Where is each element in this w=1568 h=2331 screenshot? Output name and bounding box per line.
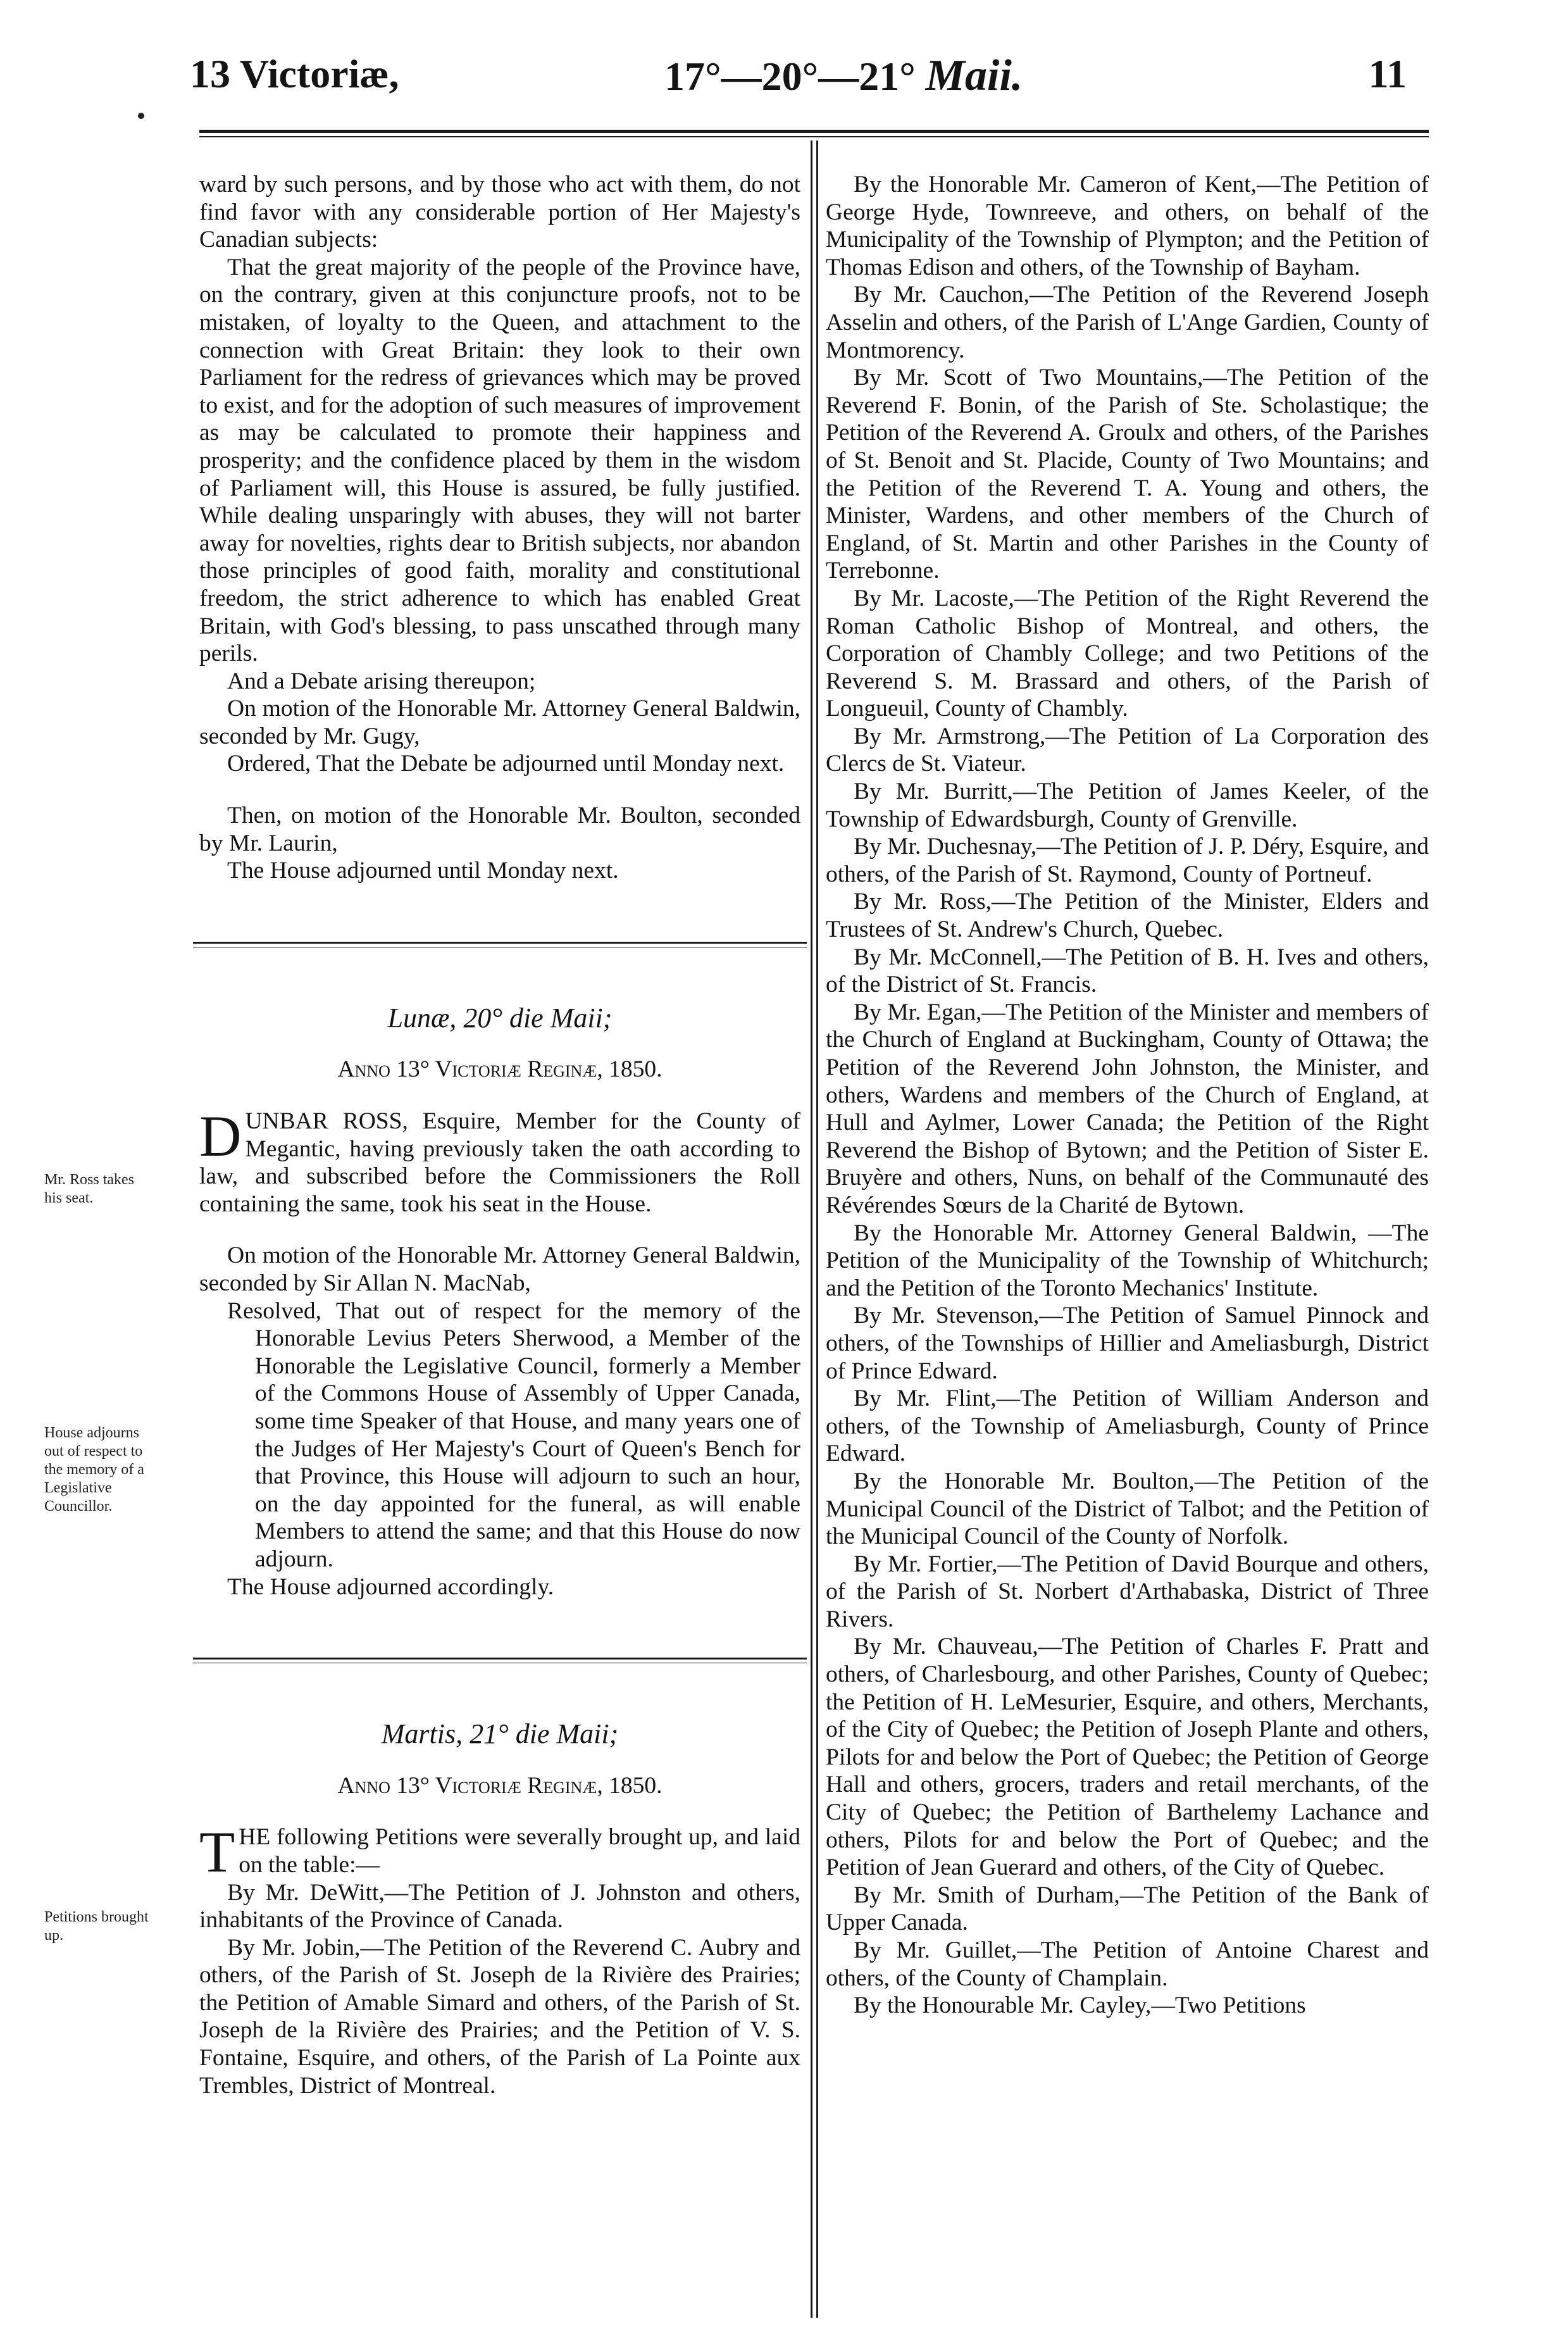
paragraph: The House adjourned until Monday next. bbox=[227, 858, 619, 884]
session-subtitle: Anno 13° Victoriæ Reginæ, 1850. bbox=[337, 1056, 663, 1083]
header-session: 13 Victoriæ, bbox=[190, 51, 399, 96]
left-column bbox=[199, 171, 800, 2099]
session-subtitle: Anno 13° Victoriæ Reginæ, 1850. bbox=[337, 1772, 663, 1799]
petition-entry: By Mr. Duchesnay,—The Petition of J. P. Déry, Esquire, and others, of the Parish of St. Raymond, County of Portneuf. bbox=[826, 834, 1429, 887]
petition-entry: By Mr. Guillet,—The Petition of Antoine Charest and others, of the County of Champlain. bbox=[826, 1937, 1429, 1991]
header-rule-thick bbox=[199, 130, 1429, 133]
header-dates bbox=[664, 51, 1023, 101]
petition-entry: By Mr. Armstrong,—The Petition of La Corporation des Clercs de St. Viateur. bbox=[826, 723, 1429, 777]
paragraph: Then, on motion of the Honorable Mr. Boulton, seconded by Mr. Laurin, bbox=[199, 803, 800, 856]
petition-entry: By the Honourable Mr. Cayley,—Two Petitions bbox=[854, 1992, 1306, 2019]
petition-entry: By Mr. Fortier,—The Petition of David Bourque and others, of the Parish of St. Norbert d'Arthabaska, District of Three Rivers. bbox=[826, 1551, 1429, 1632]
session-title: Martis, 21° die Maii; bbox=[381, 1718, 619, 1750]
paragraph: The House adjourned accordingly. bbox=[227, 1573, 554, 1600]
paragraph: Resolved, That out of respect for the memory of the Honorable Levius Peters Sherwood, a Member of the Honorable the Legislative Council, formerly a Member of the Commons House of Assembly of Upper Canada, some time Speaker of that House, and many years one of the Judges of Her Majesty's Court of Queen's Bench for that Province, this House will adjourn to such an hour, on the day appointed for the funeral, as will enable Members to attend the same; and that this House do now adjourn. bbox=[227, 1297, 800, 1572]
ink-dot bbox=[138, 113, 144, 119]
paragraph-petitions bbox=[199, 1820, 800, 1885]
header-month: Maii. bbox=[925, 51, 1023, 100]
paragraph-text: HE following Petitions were severally brought up, and laid on the table:— bbox=[239, 1824, 800, 1878]
petition-entry: By Mr. Lacoste,—The Petition of the Right Reverend the Roman Catholic Bishop of Montreal, and others, the Corporation of Chambly College; and two Petitions of the Reverend S. M. Brassard and others, of the Parish of Longueuil, County of Chambly. bbox=[826, 585, 1429, 722]
petition-entry: By Mr. Flint,—The Petition of William Anderson and others, of the Township of Ameliasburgh, County of Prince Edward. bbox=[826, 1385, 1429, 1467]
margin-note-ross: Mr. Ross takes his seat. bbox=[44, 1172, 135, 1206]
petition-entry: By the Honorable Mr. Boulton,—The Petition of the Municipal Council of the District of Talbot; and the Petition of the Municipal Council of the County of Norfolk. bbox=[826, 1468, 1429, 1550]
paragraph: ward by such persons, and by those who act with them, do not find favor with any considerable portion of Her Majesty's Canadian subjects: bbox=[199, 172, 800, 253]
header-date-numbers: 17°—20°—21° bbox=[664, 54, 916, 99]
petition-entry: By the Honorable Mr. Cameron of Kent,—The Petition of George Hyde, Townreeve, and others, on behalf of the Municipality of the Township of Plympton; and the Petition of Thomas Edison and others, of the Township of Bayham. bbox=[826, 172, 1429, 280]
paragraph: And a Debate arising thereupon; bbox=[227, 668, 536, 694]
paragraph: By Mr. DeWitt,—The Petition of J. Johnston and others, inhabitants of the Province of Canada. bbox=[199, 1879, 800, 1934]
paragraph: Ordered, That the Debate be adjourned until Monday next. bbox=[227, 751, 785, 777]
paragraph-text: UNBAR ROSS, Esquire, Member for the County of Megantic, having previously taken the oath according to law, and subscribed before the Commissioners the Roll containing the same, took his seat in the House. bbox=[199, 1108, 800, 1217]
column-rule-left bbox=[811, 141, 812, 2318]
petition-entry: By the Honorable Mr. Attorney General Baldwin, —The Petition of the Municipality of the Township of Whitchurch; and the Petition of the Toronto Mechanics' Institute. bbox=[826, 1220, 1429, 1301]
paragraph: By Mr. Jobin,—The Petition of the Reverend C. Aubry and others, of the Parish of St. Joseph de la Rivière des Prairies; the Petition of Amable Simard and others, of the Parish of St. Joseph de la Rivière des Prairies; and the Petition of V. S. Fontaine, Esquire, and others, of the Parish of La Pointe aux Trembles, District of Montreal. bbox=[199, 1934, 800, 2099]
page-header bbox=[0, 51, 1568, 120]
paragraph: On motion of the Honorable Mr. Attorney General Baldwin, seconded by Sir Allan N. MacNab, bbox=[199, 1242, 800, 1296]
section-divider bbox=[193, 1658, 807, 1663]
header-rule-thin bbox=[199, 136, 1429, 137]
petition-entry: By Mr. Cauchon,—The Petition of the Reverend Joseph Asselin and others, of the Parish of L'Ange Gardien, County of Montmorency. bbox=[826, 282, 1429, 363]
petition-entry: By Mr. Chauveau,—The Petition of Charles F. Pratt and others, of Charlesbourg, and other Parishes, County of Quebec; the Petition of H. LeMesurier, Esquire, and others, Merchants, of the City of Quebec; the Petition of Joseph Plante and others, Pilots for and below the Port of Quebec; the Petition of George Hall and others, grocers, traders and retail merchants, of the City of Quebec; the Petition of Barthelemy Lachance and others, Pilots for and below the Port of Quebec; and the Petition of Jean Guerard and others, of the City of Quebec. bbox=[826, 1634, 1429, 1881]
right-column bbox=[826, 171, 1429, 2020]
paragraph-ross bbox=[199, 1104, 800, 1218]
petition-entry: By Mr. Stevenson,—The Petition of Samuel Pinnock and others, of the Townships of Hillier and Ameliasburgh, District of Prince Edward. bbox=[826, 1303, 1429, 1384]
drop-cap: T bbox=[199, 1820, 235, 1885]
petition-entry: By Mr. McConnell,—The Petition of B. H. Ives and others, of the District of St. Francis. bbox=[826, 944, 1429, 998]
column-rule-right bbox=[816, 141, 818, 2318]
petition-entry: By Mr. Burritt,—The Petition of James Keeler, of the Township of Edwardsburgh, County of Grenville. bbox=[826, 778, 1429, 832]
petition-entry: By Mr. Smith of Durham,—The Petition of the Bank of Upper Canada. bbox=[826, 1882, 1429, 1936]
page-number: 11 bbox=[1368, 51, 1407, 96]
margin-note-petitions: Petitions brought up. bbox=[44, 1909, 149, 1944]
section-divider bbox=[193, 942, 807, 947]
session-title: Lunæ, 20° die Maii; bbox=[387, 1002, 613, 1034]
petition-entry: By Mr. Ross,—The Petition of the Minister, Elders and Trustees of St. Andrew's Church, Quebec. bbox=[826, 889, 1429, 943]
paragraph: On motion of the Honorable Mr. Attorney General Baldwin, seconded by Mr. Gugy, bbox=[199, 696, 800, 749]
petition-entry: By Mr. Egan,—The Petition of the Minister and members of the Church of England at Buckingham, County of Ottawa; the Petition of the Reverend John Johnston, the Minister, and others, Wardens and members of the Church of England, at Hull and Aylmer, Lower Canada; the Petition of the Right Reverend the Bishop of Bytown; and the Petition of Sister E. Bruyère and others, Nuns, on behalf of the Communauté des Révérendes Sœurs de la Charité de Bytown. bbox=[826, 999, 1429, 1218]
petition-entry: By Mr. Scott of Two Mountains,—The Petition of the Reverend F. Bonin, of the Parish of Ste. Scholastique; the Petition of the Reverend A. Groulx and others, of the Parishes of St. Benoit and St. Placide, County of Two Mountains; and the Petition of the Reverend T. A. Young and others, the Minister, Wardens, and other members of the Church of England, of St. Martin and other Parishes in the County of Terrebonne. bbox=[826, 365, 1429, 584]
drop-cap: D bbox=[199, 1104, 242, 1169]
paragraph: That the great majority of the people of the Province have, on the contrary, given at this conjuncture proofs, not to be mistaken, of loyalty to the Queen, and attachment to the connection with Great Britain: they look to their own Parliament for the redress of grievances which may be proved to exist, and for the adoption of such measures of improvement as may be calculated to promote their happiness and prosperity; and the confidence placed by them in the wisdom of Parliament will, this House is assured, be fully justified. While dealing unsparingly with abuses, they will not barter away for novelties, rights dear to British subjects, nor abandon those principles of good faith, morality and constitutional freedom, the strict adherence to which has enabled Great Britain, with God's blessing, to pass unscathed through many perils. bbox=[199, 254, 800, 667]
margin-note-adjourn: House adjourns out of respect to the memory of a Legislative Councillor. bbox=[44, 1425, 144, 1515]
